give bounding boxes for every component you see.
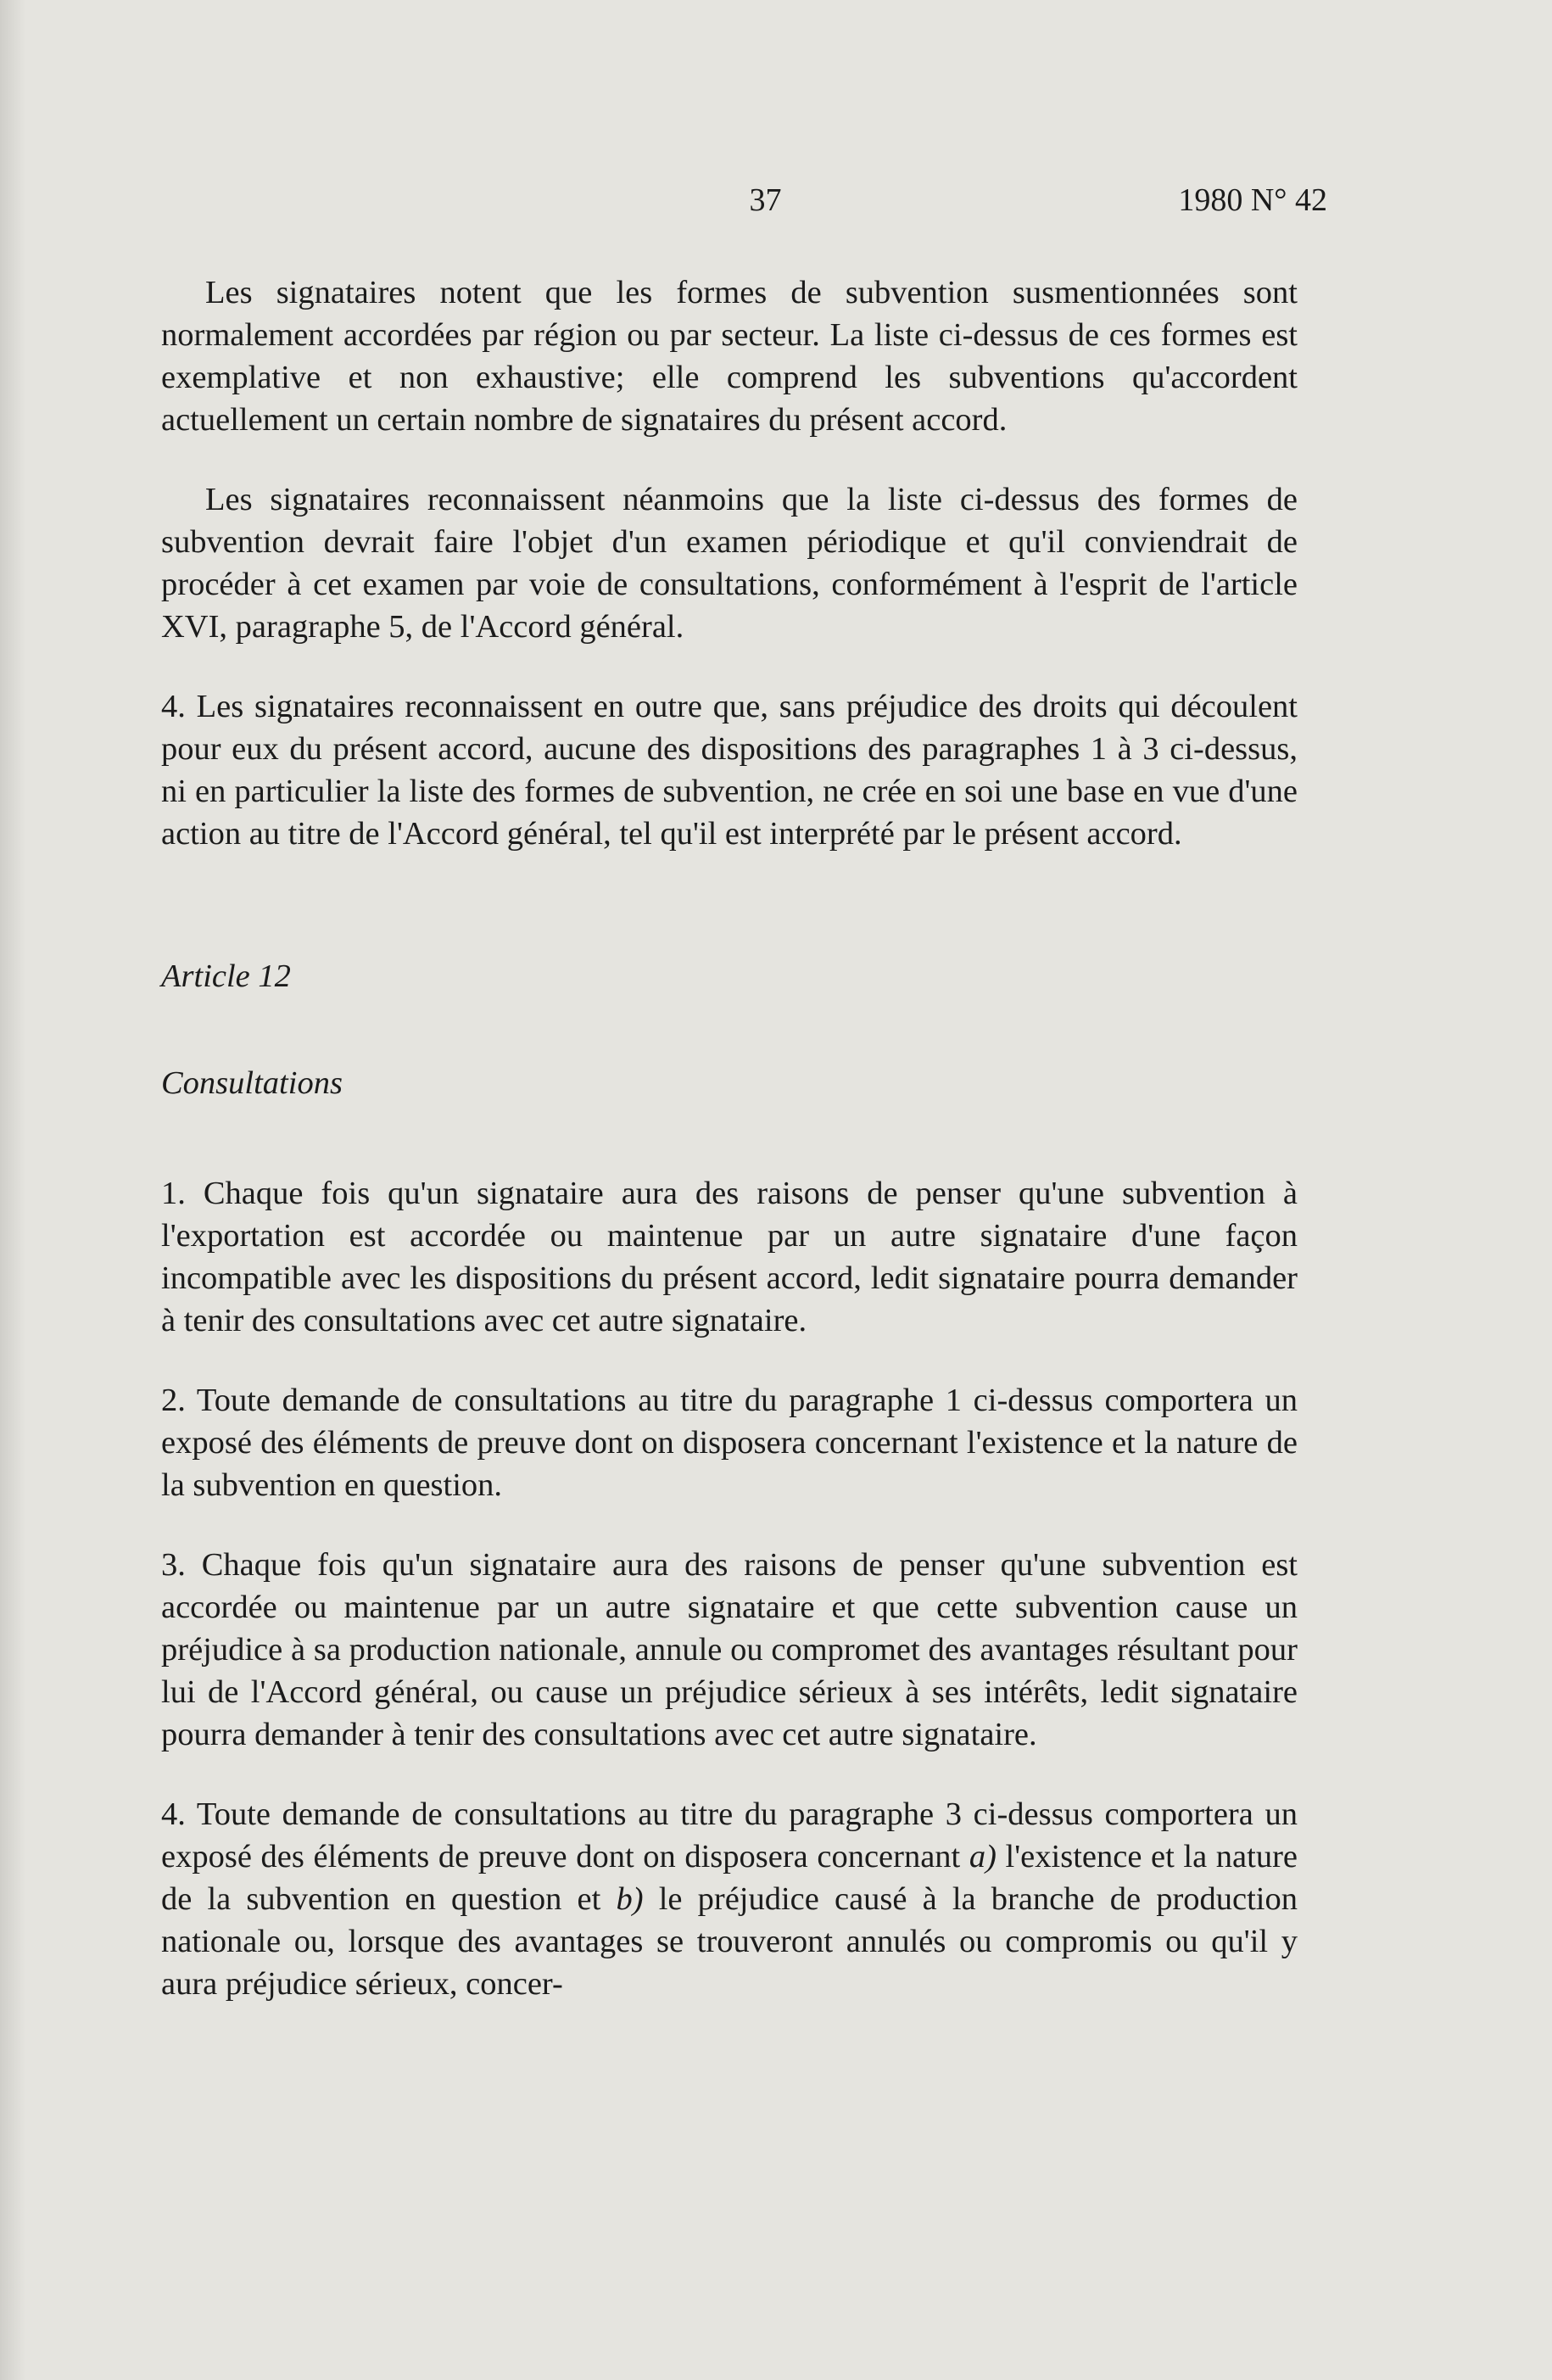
paragraph-number: 1.	[161, 1176, 186, 1211]
paragraph-number: 4.	[161, 689, 186, 724]
document-reference: 1980 N° 42	[1178, 182, 1327, 218]
article-paragraph-3	[161, 1544, 1298, 1756]
paragraph-text: Chaque fois qu'un signataire aura des raisons de penser qu'une subvention à l'exportation est accordée ou maintenue par un autre signataire d'une façon incompatible avec les dispositions du présent accord, ledit signataire pourra demander à tenir des consultations avec cet autre signataire.	[161, 1176, 1298, 1338]
running-header	[204, 182, 1327, 229]
list-marker-a: a)	[969, 1839, 997, 1874]
article-paragraph-4	[161, 1793, 1298, 2005]
article-paragraph-2	[161, 1379, 1298, 1506]
paragraph-text: Chaque fois qu'un signataire aura des raisons de penser qu'une subvention est accordée ou maintenue par un autre signataire et que cette subvention cause un préjudice à sa production nationale, annule ou compromet des avantages résultant pour lui de l'Accord général, ou cause un préjudice sérieux à ses intérêts, ledit signataire pourra demander à tenir des consultations avec cet autre signataire.	[161, 1547, 1298, 1752]
paragraph-signataires-notent: Les signataires notent que les formes de subvention susmentionnées sont normalement accordées par région ou par secteur. La liste ci-dessus de ces formes est exemplative et non exhaustive; elle comprend les subventions qu'accordent actuellement un certain nombre de signataires du présent accord.	[161, 275, 1298, 438]
article-title: Article 12	[161, 958, 291, 994]
paragraph-text-b: l'existence et la nature de la subvention en question et	[161, 1839, 1298, 1917]
list-marker-b: b)	[616, 1881, 644, 1917]
paragraph-text: Toute demande de consultations au titre du paragraphe 1 ci-dessus comportera un exposé des éléments de preuve dont on disposera concernant l'existence et la nature de la subvention en question.	[161, 1383, 1298, 1503]
body-text	[161, 271, 1298, 2005]
paragraph-number: 2.	[161, 1383, 186, 1418]
paragraph-number: 3.	[161, 1547, 186, 1583]
article-subtitle: Consultations	[161, 1065, 343, 1101]
paragraph-text-a: Toute demande de consultations au titre du paragraphe 3 ci-dessus comportera un exposé des éléments de preuve dont on disposera concernant	[161, 1796, 1298, 1874]
paragraph-4	[161, 685, 1298, 855]
paragraph-number: 4.	[161, 1796, 186, 1832]
page-number: 37	[749, 182, 782, 218]
article-paragraph-1	[161, 1172, 1298, 1342]
paragraph-text: Les signataires reconnaissent en outre que, sans préjudice des droits qui découlent pour eux du présent accord, aucune des dispositions des paragraphes 1 à 3 ci-dessus, ni en particulier la liste des formes de subvention, ne crée en soi une base en vue d'une action au titre de l'Accord général, tel qu'il est interprété par le présent accord.	[161, 689, 1298, 852]
paragraph-signataires-reconnaissent: Les signataires reconnaissent néanmoins que la liste ci-dessus des formes de subvention devrait faire l'objet d'un examen périodique et qu'il conviendrait de procéder à cet examen par voie de consultations, conformément à l'esprit de l'article XVI, paragraphe 5, de l'Accord général.	[161, 482, 1298, 645]
page-edge-shadow	[0, 0, 25, 2380]
paragraph-text-c: le préjudice causé à la branche de production nationale ou, lorsque des avantages se trouveront annulés ou compromis ou qu'il y aura préjudice sérieux, concer-	[161, 1881, 1298, 2002]
